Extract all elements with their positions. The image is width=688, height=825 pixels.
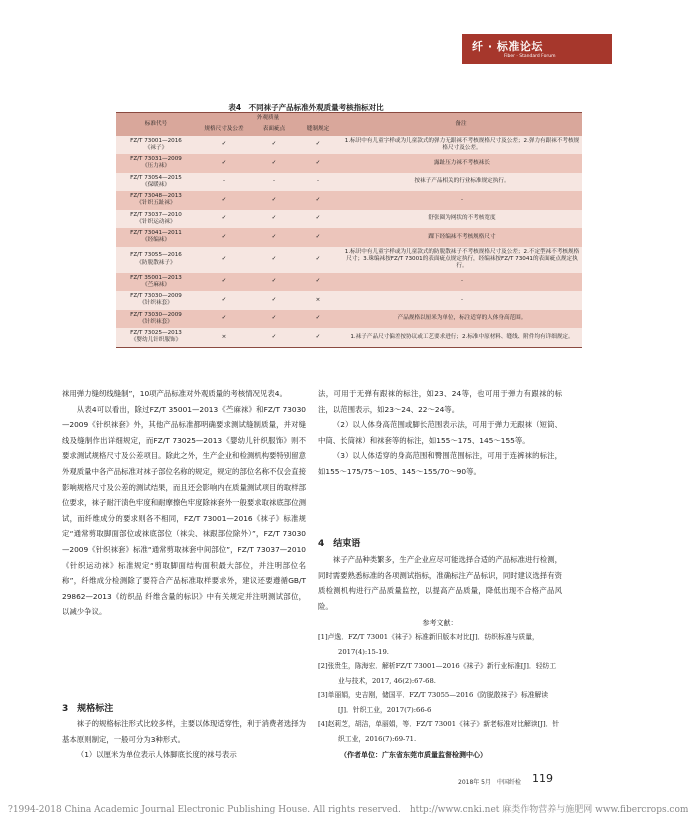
standard-code-cell: FZ/T 73025—2013 《婴幼儿针织服饰》	[116, 328, 196, 347]
standard-code-cell: FZ/T 73001—2016 《袜子》	[116, 136, 196, 155]
reference-item: [3]单丽娟，史吉刚，储国平．FZ/T 73055—2016《防脱散袜子》标准解读[J]．针织工业，2017(7):66-6	[318, 691, 549, 714]
brand-title: 纤 · 标准论坛	[472, 40, 543, 53]
note-cell: -	[340, 291, 582, 310]
header-seam: 缝制规定	[296, 124, 340, 135]
seam-check-cell: ✓	[296, 228, 340, 247]
seam-check-cell: ×	[296, 291, 340, 310]
note-cell: 按袜子产品相关的行业标准规定执行。	[340, 173, 582, 192]
paragraph: 袜子产品种类繁多，生产企业应尽可能选择合适的产品标准进行检测，同时需要熟悉标准的各项测试指标，准确标注产品标识，同时建议选择有资质检测机构进行产品质量监控，以提高产品质量，降低出现不合格产品风险。	[318, 555, 562, 611]
size-check-cell: ✓	[196, 310, 252, 329]
note-cell: 踝下经编袜不考核规格尺寸	[340, 228, 582, 247]
author-affiliation: （作者单位：广东省东莞市质量监督检测中心）	[340, 750, 487, 759]
seam-check-cell: ✓	[296, 273, 340, 292]
reference-item: [1]卢逸．FZ/T 73001《袜子》标准新旧版本对比[J]．纺织标准与质量，2017(4):15-19.	[318, 633, 539, 656]
table-row	[116, 310, 582, 329]
size-check-cell: ✓	[196, 191, 252, 210]
table-row	[116, 173, 582, 192]
standard-code-cell: FZ/T 35001—2013 《苎麻袜》	[116, 273, 196, 292]
size-check-cell: ×	[196, 328, 252, 347]
paragraph: （3）以人体适穿的身高范围和臀围范围标注，可用于连裤袜的标注，如155～175/75～105、145～155/70～90等。	[318, 451, 562, 476]
surface-check-cell: ✓	[252, 310, 296, 329]
surface-check-cell: -	[252, 173, 296, 192]
note-cell: -	[340, 191, 582, 210]
table-row	[116, 210, 582, 229]
size-check-cell: ✓	[196, 247, 252, 273]
reference-item: [2]张贵生，陈海宏．解析FZ/T 73001—2016《袜子》新行业标准[J]．轻纺工业与技术，2017, 46(2):67-68.	[318, 662, 557, 685]
table-row	[116, 247, 582, 273]
note-cell: 1.袜子产品尺寸偏差按协议或工艺要求进行；2.标准中原材料、缝线、附件均有详细规定。	[340, 328, 582, 347]
standard-code-cell: FZ/T 73054—2015 《保暖袜》	[116, 173, 196, 192]
section-4-body	[318, 552, 562, 746]
standard-code-cell: FZ/T 73030—2009 《针织袜套》	[116, 291, 196, 310]
header-surface: 表面疵点	[252, 124, 296, 135]
paragraph: 法，可用于无弹有跟袜的标注，如23、24等，也可用于弹力有跟袜的标注，以范围表示，如23～24、22～24等。	[318, 389, 562, 414]
header-code: 标准代号	[116, 113, 196, 136]
left-column	[62, 386, 306, 620]
section-heading-4: 4 结束语	[318, 539, 361, 549]
standard-code-cell: FZ/T 73030—2009 《针织袜套》	[116, 310, 196, 329]
surface-check-cell: ✓	[252, 247, 296, 273]
note-cell: 1.标识中有儿童字样或为儿童款式的弹力无跟袜不考核规格尺寸及公差；2.弹力有跟袜不考核规格尺寸及公差。	[340, 136, 582, 155]
note-cell: 1.标识中有儿童字样或为儿童款式的防脱散袜子不考核规格尺寸及公差；2.不定型袜不考核规格尺寸；3.珠编袜按FZ/T 73001的表面疵点规定执行，经编袜按FZ/T 73041的表面疵点规定执行。	[340, 247, 582, 273]
size-check-cell: -	[196, 173, 252, 192]
size-check-cell: ✓	[196, 154, 252, 173]
standard-code-cell: FZ/T 73041—2011 《经编袜》	[116, 228, 196, 247]
note-cell: 露趾压力袜不考核袜长	[340, 154, 582, 173]
standards-comparison-table	[116, 112, 582, 348]
surface-check-cell: ✓	[252, 154, 296, 173]
section-heading-3: 3 规格标注	[62, 704, 114, 714]
right-column	[318, 386, 562, 480]
surface-check-cell: ✓	[252, 328, 296, 347]
size-check-cell: ✓	[196, 210, 252, 229]
surface-check-cell: ✓	[252, 273, 296, 292]
standard-code-cell: FZ/T 73055—2016 《防脱散袜子》	[116, 247, 196, 273]
table-row	[116, 191, 582, 210]
page-number: 119	[532, 772, 553, 785]
seam-check-cell: ✓	[296, 310, 340, 329]
paragraph: 从表4可以看出，除过FZ/T 35001—2013《苎麻袜》和FZ/T 73030—2009《针织袜套》外，其他产品标准都明确要求测试缝制质量，并对缝线及缝制作出详细规定，而FZ/T 73025—2013《婴幼儿针织服饰》则不要求测试规格尺寸及公差项目。除此之外，生产企业和检测机构要特别留意外观质量中各产品标准对袜子部位名称的规定，规定的部位名称不仅会直接影响规格尺寸及公差的测试结果，而且还会影响内在质量测试项目的取样部位要求，袜子耐汗渍色牢度和耐摩擦色牢度除袜套外一般要求取袜底部位测试，而纤维成分的要求则各不相同，FZ/T 73001—2016《袜子》标准规定“通常剪取脚面部位或袜底部位（袜尖、袜跟部位除外）”，FZ/T 73030—2009《针织袜套》标准“通常剪取袜套中间部位”，FZ/T 73037—2010《针织运动袜》标准规定“剪取脚面结构面积最大部位，并注明部位名称”，纤维成分检测除了要符合产品标准取样要求外，建议还要遵循GB/T 29862—2013《纺织品 纤维含量的标识》中有关规定并注明测试部位，以减少争议。	[62, 404, 306, 617]
surface-check-cell: ✓	[252, 136, 296, 155]
table-row	[116, 273, 582, 292]
journal-brand-banner	[462, 34, 612, 64]
surface-check-cell: ✓	[252, 210, 296, 229]
paragraph: 袜用弹力缝纫线缝制”，10项产品标准对外观质量的考核情况见表4。	[62, 389, 287, 398]
size-check-cell: ✓	[196, 273, 252, 292]
footer-issue: 2018年 5月 中国纤检	[458, 779, 521, 786]
table-row	[116, 136, 582, 155]
table-row	[116, 154, 582, 173]
section-3-body	[62, 716, 306, 763]
seam-check-cell: ✓	[296, 328, 340, 347]
seam-check-cell: -	[296, 173, 340, 192]
copyright-watermark: ?1994-2018 China Academic Journal Electronic Publishing House. All rights reserved. http://www.cnki.net 麻类作物营养与施肥网 www.fibercrops.com	[8, 805, 688, 815]
brand-subtitle: Fiber · Standard Forum	[504, 54, 556, 59]
table-row	[116, 328, 582, 347]
reference-item: [4]赵莉芝，胡洁，单丽娟，等．FZ/T 73001《袜子》新老标准对比解读[J]．针织工业，2016(7):69-71.	[318, 720, 560, 743]
standard-code-cell: FZ/T 73037—2010 《针织运动袜》	[116, 210, 196, 229]
size-check-cell: ✓	[196, 228, 252, 247]
header-note: 备注	[340, 113, 582, 136]
seam-check-cell: ✓	[296, 210, 340, 229]
note-cell: 舒张圈为网状的不考核宽度	[340, 210, 582, 229]
paragraph: （2）以人体身高范围或脚长范围表示法，可用于弹力无跟袜（短筒、中筒、长筒袜）和袜套等的标注，如155～175、145～155等。	[318, 420, 562, 445]
table-row	[116, 228, 582, 247]
seam-check-cell: ✓	[296, 136, 340, 155]
header-size: 规格尺寸及公差	[196, 124, 252, 135]
paragraph: 袜子的规格标注形式比较多样，主要以体现适穿性，利于消费者选择为基本原则制定，一般可分为3种形式。	[62, 719, 306, 744]
size-check-cell: ✓	[196, 291, 252, 310]
header-appearance-group: 外观质量	[196, 113, 340, 125]
surface-check-cell: ✓	[252, 191, 296, 210]
seam-check-cell: ✓	[296, 191, 340, 210]
note-cell: -	[340, 273, 582, 292]
surface-check-cell: ✓	[252, 228, 296, 247]
table-caption: 表4 不同袜子产品标准外观质量考核指标对比	[228, 103, 384, 112]
surface-check-cell: ✓	[252, 291, 296, 310]
note-cell: 产品规格以厘米为单位，标注适穿的人体身高范围。	[340, 310, 582, 329]
size-check-cell: ✓	[196, 136, 252, 155]
table-row	[116, 291, 582, 310]
paragraph: （1）以厘米为单位表示人体脚底长度的袜号表示	[76, 750, 237, 760]
seam-check-cell: ✓	[296, 247, 340, 273]
standard-code-cell: FZ/T 73048—2013 《针织五趾袜》	[116, 191, 196, 210]
seam-check-cell: ✓	[296, 154, 340, 173]
references-title: 参考文献：	[422, 619, 458, 628]
standard-code-cell: FZ/T 73031—2009 《压力袜》	[116, 154, 196, 173]
